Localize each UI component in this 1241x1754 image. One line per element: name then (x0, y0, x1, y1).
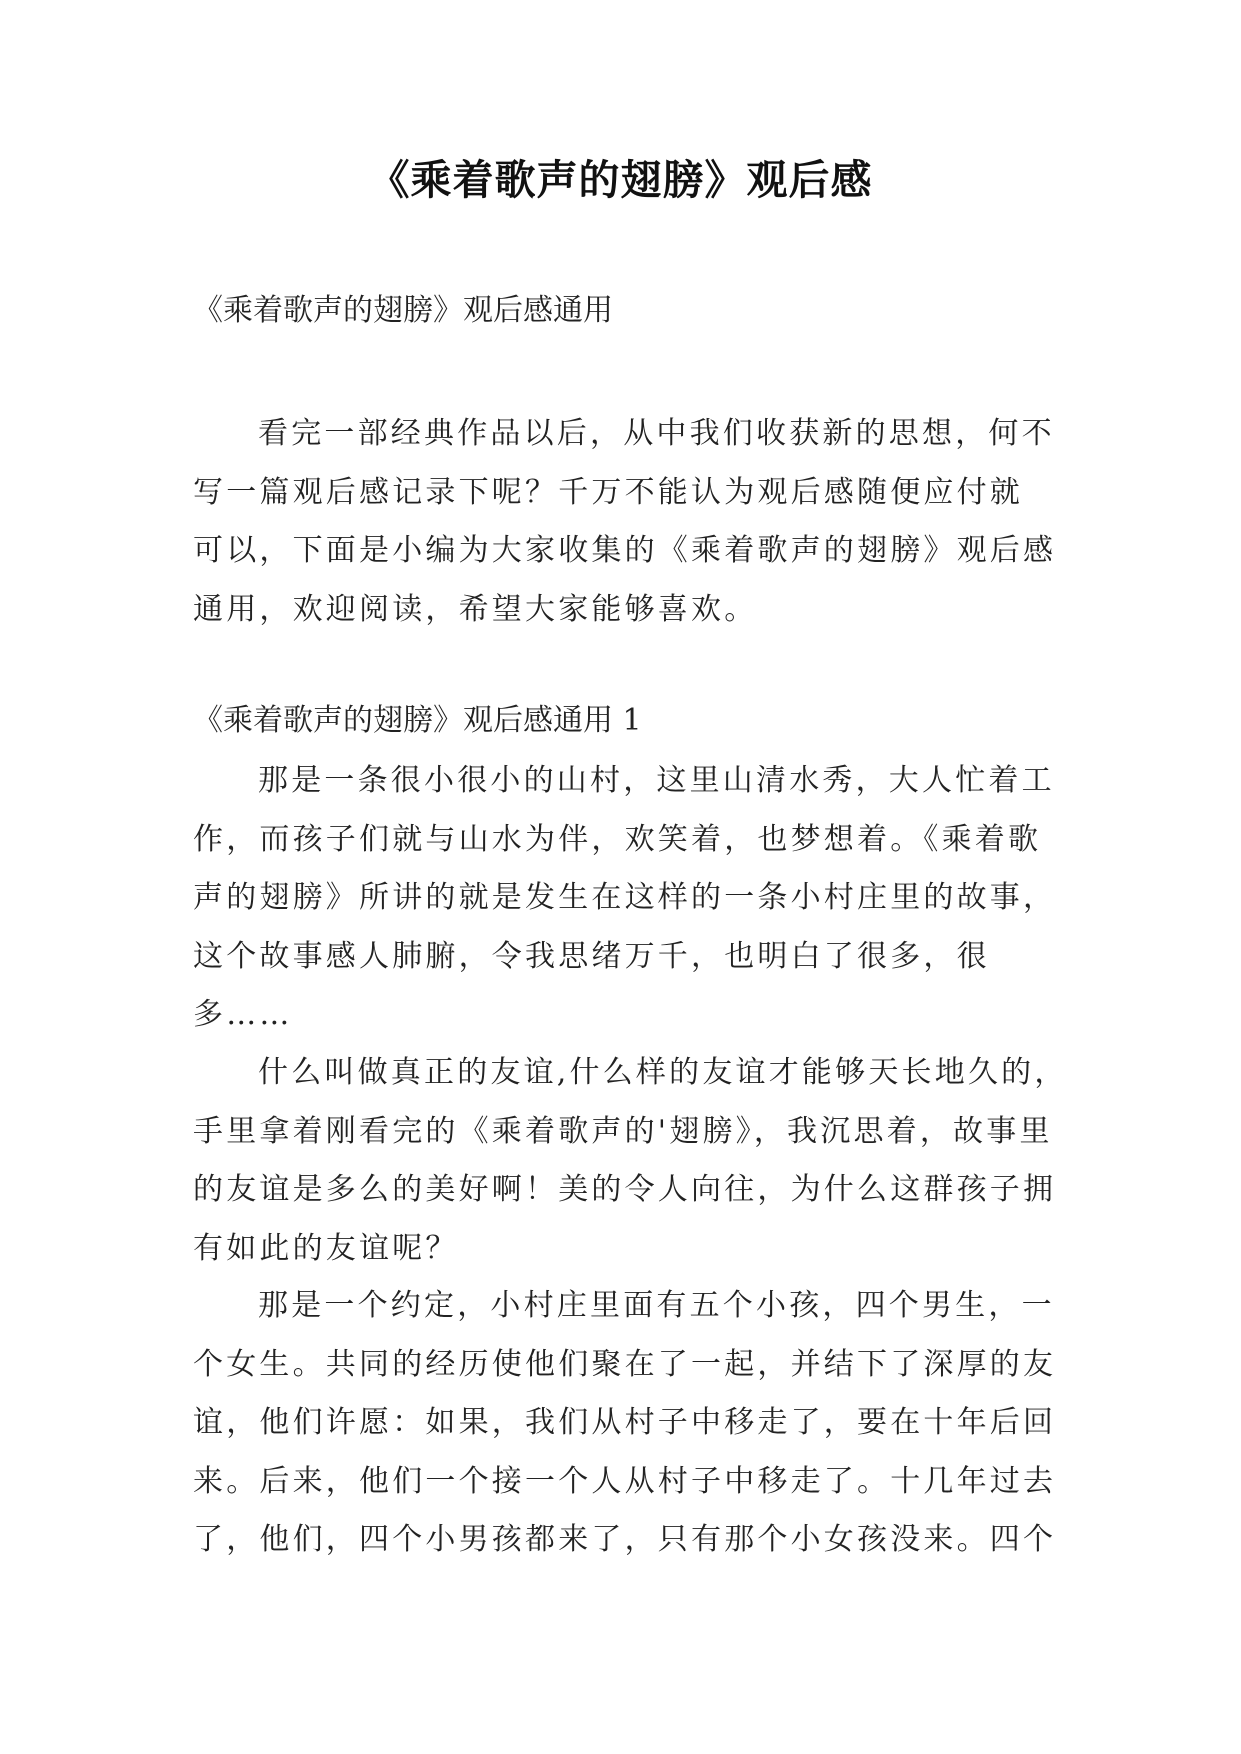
paragraph-line: 多…… (193, 997, 293, 1032)
paragraph-line: 作，而孩子们就与山水为伴，欢笑着，也梦想着。《乘着歌 (193, 821, 1042, 857)
body-paragraph-2 (193, 1044, 1073, 1278)
paragraph-line: 这个故事感人肺腑，令我思绪万千，也明白了很多，很 (193, 938, 990, 974)
paragraph-line: 了，他们，四个小男孩都来了，只有那个小女孩没来。四个 (193, 1522, 1057, 1557)
paragraph-line: 那是一个约定，小村庄里面有五个小孩，四个男生，一 (258, 1288, 1055, 1323)
paragraph-line: 手里拿着刚看完的《乘着歌声的'翅膀》，我沉思着，故事里 (193, 1113, 1053, 1149)
body-paragraph-3 (193, 1277, 1073, 1570)
paragraph-line: 来。后来，他们一个接一个人从村子中移走了。十几年过去 (193, 1463, 1057, 1499)
document-subtitle: 《乘着歌声的翅膀》观后感通用 (193, 293, 613, 328)
paragraph-line: 谊，他们许愿：如果，我们从村子中移走了，要在十年后回 (193, 1405, 1057, 1440)
document-title: 《乘着歌声的翅膀》观后感 (368, 156, 873, 204)
paragraph-line: 可以，下面是小编为大家收集的《乘着歌声的翅膀》观后感 (193, 533, 1057, 568)
paragraph-line: 写一篇观后感记录下呢？千万不能认为观后感随便应付就 (193, 474, 1023, 510)
paragraph-line: 那是一条很小很小的山村，这里山清水秀，大人忙着工 (258, 763, 1055, 798)
section-heading: 《乘着歌声的翅膀》观后感通用 1 (193, 703, 642, 738)
paragraph-line: 通用，欢迎阅读，希望大家能够喜欢。 (193, 591, 758, 627)
paragraph-line: 的友谊是多么的美好啊！美的令人向往，为什么这群孩子拥 (193, 1172, 1057, 1207)
intro-paragraph (193, 405, 1073, 639)
paragraph-line: 声的翅膀》所讲的就是发生在这样的一条小村庄里的故事， (193, 880, 1057, 915)
paragraph-line: 什么叫做真正的友谊,什么样的友谊才能够天长地久的， (258, 1055, 1068, 1090)
paragraph-line: 看完一部经典作品以后，从中我们收获新的思想，何不 (258, 416, 1055, 451)
paragraph-line: 有如此的友谊呢？ (193, 1230, 459, 1266)
paragraph-line: 个女生。共同的经历使他们聚在了一起，并结下了深厚的友 (193, 1346, 1057, 1382)
body-paragraph-1 (193, 752, 1073, 1045)
